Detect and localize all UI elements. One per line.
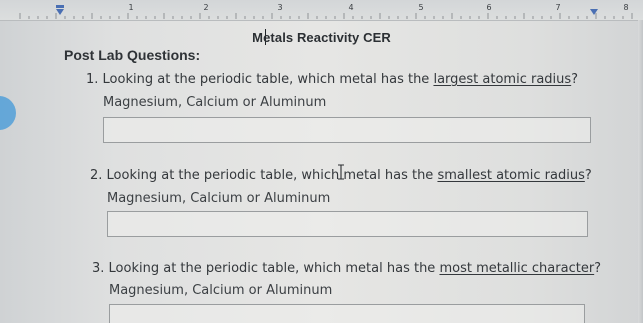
- question-1-options: Magnesium, Calcium or Aluminum: [103, 95, 327, 110]
- ibeam-cursor-icon: [337, 164, 345, 180]
- question-1-answer-box[interactable]: [103, 117, 591, 143]
- question-3-number: 3.: [92, 261, 105, 276]
- question-2-prefix: Looking at the periodic table, which metal has the: [106, 168, 434, 183]
- question-1: [86, 72, 578, 87]
- question-1-emphasis: largest atomic radius: [433, 72, 572, 87]
- right-indent-marker[interactable]: [590, 9, 598, 15]
- question-3: [92, 261, 601, 276]
- page-right-edge: [638, 20, 643, 323]
- question-2-number: 2.: [90, 168, 103, 183]
- question-3-emphasis: most metallic character: [439, 261, 595, 276]
- question-1-prefix: Looking at the periodic table, which metal has the: [102, 72, 430, 87]
- document-title: Metals Reactivity CER: [252, 30, 391, 45]
- ruler-ticks: [0, 0, 643, 20]
- ruler-number-6: 6: [486, 3, 492, 12]
- question-1-suffix: ?: [571, 72, 579, 87]
- question-2-emphasis: smallest atomic radius: [437, 168, 585, 183]
- question-2-suffix: ?: [584, 168, 592, 183]
- question-3-answer-box[interactable]: [109, 304, 585, 323]
- section-heading: Post Lab Questions:: [64, 47, 201, 63]
- question-2-options: Magnesium, Calcium or Aluminum: [107, 191, 331, 206]
- ruler-number-5: 5: [418, 3, 424, 12]
- ruler-number-4: 4: [348, 3, 354, 12]
- question-3-options: Magnesium, Calcium or Aluminum: [109, 283, 333, 298]
- side-panel-handle[interactable]: [0, 96, 16, 130]
- question-3-prefix: Looking at the periodic table, which metal has the: [108, 261, 436, 276]
- left-indent-marker[interactable]: [56, 9, 64, 15]
- ruler-number-3: 3: [277, 3, 283, 12]
- ruler-number-7: 7: [555, 3, 561, 12]
- first-line-indent-marker[interactable]: [56, 5, 64, 8]
- question-1-number: 1.: [86, 72, 99, 87]
- question-3-suffix: ?: [594, 261, 602, 276]
- ruler-number-8: 8: [623, 3, 629, 12]
- horizontal-ruler[interactable]: [0, 0, 643, 21]
- ruler-number-1: 1: [128, 3, 134, 12]
- ruler-number-2: 2: [203, 3, 209, 12]
- question-2-answer-box[interactable]: [107, 211, 588, 237]
